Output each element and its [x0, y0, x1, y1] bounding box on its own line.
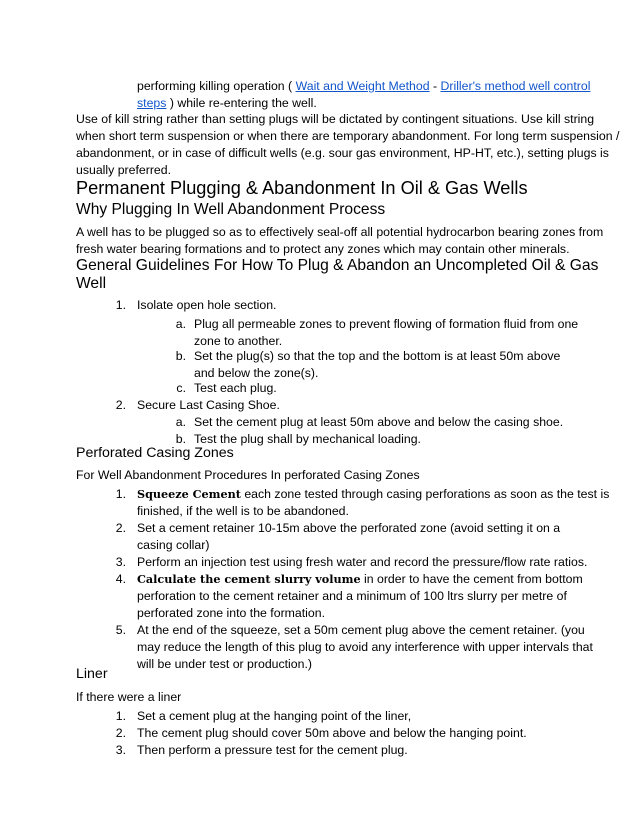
list-number: 3.: [115, 743, 126, 757]
list-item: Set a cement plug at the hanging point of the liner,: [137, 709, 412, 723]
heading-general-guidelines: General Guidelines For How To Plug & Abandon an Uncompleted Oil & Gas: [76, 257, 599, 274]
list-item: [137, 571, 583, 588]
list-letter: a.: [175, 415, 186, 429]
list-letter: b.: [175, 432, 186, 446]
list-number: 2.: [115, 726, 126, 740]
sub-list-item-cont: and below the zone(s).: [194, 366, 319, 380]
list-item-text: in order to have the cement from bottom: [360, 572, 583, 586]
intro-text-end: ) while re-entering the well.: [166, 96, 317, 110]
list-item-cont: finished, if the well is to be abandoned.: [137, 504, 349, 518]
intro-separator: -: [429, 79, 441, 93]
perforated-intro: For Well Abandonment Procedures In perforated Casing Zones: [76, 468, 420, 482]
list-item-cont: will be under test or production.): [137, 657, 312, 671]
wait-and-weight-link[interactable]: Wait and Weight Method: [295, 79, 430, 93]
calculate-slurry-volume-bold: Calculate the cement slurry volume: [137, 572, 361, 586]
list-number: 2.: [115, 521, 126, 535]
list-number: 1.: [115, 709, 126, 723]
list-item: Isolate open hole section.: [137, 298, 277, 312]
list-item: Then perform a pressure test for the cement plug.: [137, 743, 408, 757]
list-number: 1.: [115, 487, 126, 501]
list-item: The cement plug should cover 50m above and below the hanging point.: [137, 726, 527, 740]
heading-perforated-casing-zones: Perforated Casing Zones: [76, 445, 234, 461]
sub-list-item: Set the plug(s) so that the top and the bottom is at least 50m above: [194, 349, 561, 363]
list-number: 5.: [115, 623, 126, 637]
list-number: 1.: [115, 298, 126, 312]
heading-why-plugging: Why Plugging In Well Abandonment Process: [76, 201, 386, 218]
paragraph-kill-string-line: when short term suspension or when there are temporary abandonment. For long term suspension /: [76, 129, 620, 143]
list-letter: b.: [175, 349, 186, 363]
list-item-cont: may reduce the length of this plug to avoid any interference with upper intervals that: [137, 640, 593, 654]
intro-text: performing killing operation (: [137, 79, 296, 93]
list-letter: a.: [175, 317, 186, 331]
sub-list-item-cont: zone to another.: [194, 334, 283, 348]
list-item: Secure Last Casing Shoe.: [137, 398, 280, 412]
sub-list-item: Set the cement plug at least 50m above and below the casing shoe.: [194, 415, 564, 429]
list-number: 2.: [115, 398, 126, 412]
heading-liner: Liner: [76, 666, 108, 682]
paragraph-kill-string-line: Use of kill string rather than setting plugs will be dictated by contingent situations. Use kill string: [76, 112, 595, 126]
intro-line-1: [137, 78, 590, 95]
list-item-text: each zone tested through casing perforations as soon as the test is: [240, 487, 610, 501]
list-letter: c.: [176, 381, 186, 395]
sub-list-item: Test the plug shall by mechanical loading.: [194, 432, 421, 446]
liner-intro: If there were a liner: [76, 690, 182, 704]
list-item-cont: casing collar): [137, 538, 210, 552]
list-number: 3.: [115, 555, 126, 569]
heading-permanent-plugging: Permanent Plugging & Abandonment In Oil & Gas Wells: [76, 178, 528, 198]
drillers-method-link[interactable]: Driller's method well control: [440, 79, 591, 93]
heading-general-guidelines-cont: Well: [76, 275, 107, 292]
list-item-cont: perforation to the cement retainer and a minimum of 100 ltrs slurry per metre of: [137, 589, 567, 603]
paragraph-kill-string-line: abandonment, or in case of difficult wells (e.g. sour gas environment, HP-HT, etc.), setting plugs is: [76, 146, 609, 160]
intro-line-2: [137, 95, 317, 112]
paragraph-kill-string-line: usually preferred.: [76, 163, 172, 177]
list-item: Set a cement retainer 10-15m above the perforated zone (avoid setting it on a: [137, 521, 561, 535]
list-item: [137, 486, 609, 503]
sub-list-item: Plug all permeable zones to prevent flowing of formation fluid from one: [194, 317, 579, 331]
list-item: At the end of the squeeze, set a 50m cement plug above the cement retainer. (you: [137, 623, 585, 637]
list-number: 4.: [115, 572, 126, 586]
list-item: Perform an injection test using fresh water and record the pressure/flow rate ratios.: [137, 555, 588, 569]
list-item-cont: perforated zone into the formation.: [137, 606, 325, 620]
squeeze-cement-bold: Squeeze Cement: [137, 487, 241, 501]
drillers-method-link-continued[interactable]: steps: [137, 96, 167, 110]
paragraph-plugging-purpose-line: fresh water bearing formations and to protect any zones which may contain other minerals.: [76, 242, 570, 256]
sub-list-item: Test each plug.: [194, 381, 277, 395]
paragraph-plugging-purpose-line: A well has to be plugged so as to effectively seal-off all potential hydrocarbon bearing zones from: [76, 225, 604, 239]
